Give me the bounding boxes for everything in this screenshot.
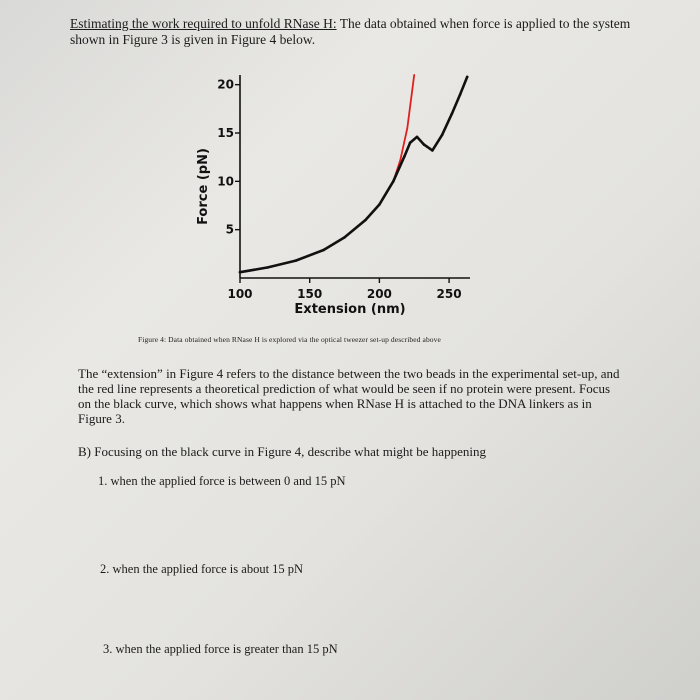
explanation-paragraph: The “extension” in Figure 4 refers to the distance between the two beads in the experimental set-up, and the red line represents a theoretical prediction of what would be seen if no protein were present. Focus on the black curve, which shows what happens when RNase H is attached to the DNA linkers as in Figure 3. [78, 366, 620, 426]
data-point-s0-9 [406, 127, 408, 129]
data-point-s1-15 [459, 93, 462, 96]
figure-caption: Figure 4: Data obtained when RNase H is explored via the optical tweezer set-up described above [138, 335, 441, 344]
question-b-2: 2. when the applied force is about 15 pN [100, 562, 304, 576]
data-point-s1-14 [451, 112, 454, 115]
data-point-s1-13 [441, 134, 444, 137]
question-b-1: 1. when the applied force is between 0 and 15 pN [98, 474, 346, 488]
x-tick-label-1: 150 [297, 287, 323, 301]
y-tick-label-0: 5 [225, 222, 234, 237]
data-point-s1-9 [409, 141, 412, 144]
data-point-s1-7 [392, 180, 395, 183]
data-point-s0-10 [413, 74, 415, 76]
data-point-s1-4 [343, 236, 346, 239]
heading-lead: Estimating the work required to unfold RNase H: [70, 16, 337, 31]
series-line-black-rnaseh [240, 77, 467, 272]
y-tick-label-2: 15 [217, 126, 234, 140]
question-b-3: 3. when the applied force is greater than 15 pN [103, 642, 338, 656]
y-axis-label: Force (pN) [196, 148, 211, 225]
data-point-s1-3 [322, 249, 325, 252]
x-tick-label-3: 250 [436, 287, 462, 301]
data-point-s1-10 [416, 136, 419, 139]
data-point-s0-8 [400, 159, 402, 161]
data-point-s1-6 [378, 203, 381, 206]
heading-rest: The data obtained when force is applied to the system shown in Figure 3 is given in Figure 4 below. [70, 16, 631, 47]
data-point-s1-5 [364, 219, 367, 222]
data-point-s1-16 [466, 76, 469, 79]
data-point-s1-0 [239, 271, 242, 274]
data-point-s1-11 [423, 143, 426, 146]
series-line-red-theoretical [240, 75, 414, 272]
data-point-s1-12 [431, 149, 434, 152]
question-b: B) Focusing on the black curve in Figure 4, describe what might be happening [78, 444, 486, 459]
x-tick-label-0: 100 [227, 287, 253, 301]
x-axis-label: Extension (nm) [294, 302, 406, 317]
data-point-s1-2 [294, 259, 297, 262]
x-tick-label-2: 200 [366, 287, 392, 301]
y-tick-label-3: 20 [217, 77, 234, 92]
data-point-s1-8 [403, 155, 406, 158]
data-point-s1-1 [267, 266, 270, 269]
y-tick-label-1: 10 [217, 174, 234, 189]
